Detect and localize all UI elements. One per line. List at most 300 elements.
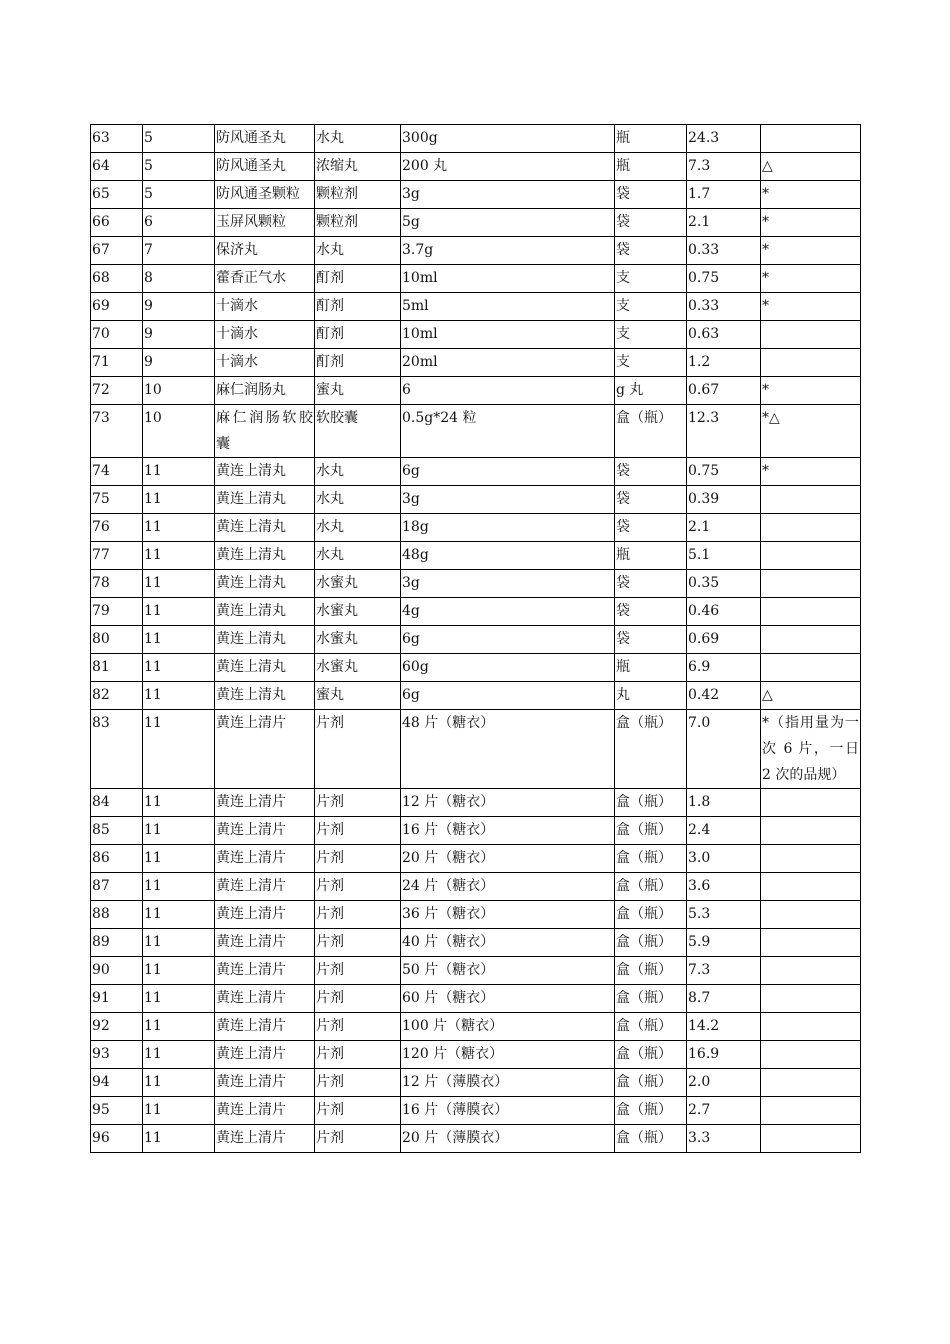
- table-row: [91, 570, 861, 598]
- unit-cell: 丸: [615, 682, 687, 710]
- specification-cell: 40 片（糖衣）: [401, 929, 615, 957]
- drug-name-cell: 黄连上清丸: [215, 542, 315, 570]
- note-cell: [761, 901, 861, 929]
- dosage-form-cell: 片剂: [315, 1013, 401, 1041]
- dosage-form-cell: 片剂: [315, 710, 401, 789]
- group-number-cell: 7: [143, 237, 215, 265]
- unit-cell: 盒（瓶）: [615, 1041, 687, 1069]
- unit-cell: 袋: [615, 237, 687, 265]
- price-cell: 3.0: [687, 845, 761, 873]
- dosage-form-cell: 水蜜丸: [315, 570, 401, 598]
- price-cell: 24.3: [687, 125, 761, 153]
- drug-name-cell: 黄连上清片: [215, 873, 315, 901]
- dosage-form-cell: 片剂: [315, 1125, 401, 1153]
- dosage-form-cell: 酊剂: [315, 349, 401, 377]
- row-number-cell: 66: [91, 209, 143, 237]
- price-cell: 5.1: [687, 542, 761, 570]
- unit-cell: 盒（瓶）: [615, 789, 687, 817]
- group-number-cell: 11: [143, 514, 215, 542]
- dosage-form-cell: 水丸: [315, 237, 401, 265]
- row-number-cell: 91: [91, 985, 143, 1013]
- note-cell: [761, 1097, 861, 1125]
- unit-cell: 盒（瓶）: [615, 929, 687, 957]
- unit-cell: 支: [615, 321, 687, 349]
- table-row: [91, 1125, 861, 1153]
- drug-name-cell: 玉屏风颗粒: [215, 209, 315, 237]
- specification-cell: 300g: [401, 125, 615, 153]
- unit-cell: 袋: [615, 181, 687, 209]
- note-cell: [761, 985, 861, 1013]
- group-number-cell: 11: [143, 458, 215, 486]
- drug-name-cell: 十滴水: [215, 293, 315, 321]
- note-cell: [761, 514, 861, 542]
- note-cell: [761, 598, 861, 626]
- specification-cell: 60g: [401, 654, 615, 682]
- unit-cell: 盒（瓶）: [615, 845, 687, 873]
- price-cell: 0.46: [687, 598, 761, 626]
- unit-cell: 支: [615, 293, 687, 321]
- unit-cell: 瓶: [615, 542, 687, 570]
- group-number-cell: 11: [143, 985, 215, 1013]
- row-number-cell: 63: [91, 125, 143, 153]
- note-cell: *（指用量为一次 6 片，一日 2 次的品规）: [761, 710, 861, 789]
- note-cell: [761, 542, 861, 570]
- drug-name-cell: 黄连上清丸: [215, 654, 315, 682]
- drug-name-cell: 黄连上清丸: [215, 598, 315, 626]
- unit-cell: 盒（瓶）: [615, 1069, 687, 1097]
- group-number-cell: 11: [143, 1013, 215, 1041]
- price-cell: 0.69: [687, 626, 761, 654]
- row-number-cell: 78: [91, 570, 143, 598]
- drug-name-cell: 黄连上清片: [215, 929, 315, 957]
- table-row: [91, 377, 861, 405]
- note-cell: △: [761, 153, 861, 181]
- price-cell: 0.67: [687, 377, 761, 405]
- price-cell: 2.1: [687, 514, 761, 542]
- drug-name-cell: 黄连上清片: [215, 1069, 315, 1097]
- drug-name-cell: 防风通圣丸: [215, 125, 315, 153]
- note-cell: *: [761, 377, 861, 405]
- group-number-cell: 11: [143, 486, 215, 514]
- row-number-cell: 86: [91, 845, 143, 873]
- unit-cell: 盒（瓶）: [615, 957, 687, 985]
- dosage-form-cell: 水丸: [315, 514, 401, 542]
- note-cell: [761, 929, 861, 957]
- table-row: [91, 181, 861, 209]
- table-row: [91, 817, 861, 845]
- table-row: [91, 486, 861, 514]
- price-cell: 2.4: [687, 817, 761, 845]
- specification-cell: 3.7g: [401, 237, 615, 265]
- drug-name-cell: 黄连上清片: [215, 1013, 315, 1041]
- dosage-form-cell: 颗粒剂: [315, 181, 401, 209]
- price-cell: 1.7: [687, 181, 761, 209]
- row-number-cell: 64: [91, 153, 143, 181]
- specification-cell: 20 片（薄膜衣）: [401, 1125, 615, 1153]
- drug-name-cell: 藿香正气水: [215, 265, 315, 293]
- drug-name-cell: 黄连上清丸: [215, 486, 315, 514]
- dosage-form-cell: 片剂: [315, 985, 401, 1013]
- table-row: [91, 237, 861, 265]
- price-cell: 2.7: [687, 1097, 761, 1125]
- group-number-cell: 8: [143, 265, 215, 293]
- dosage-form-cell: 片剂: [315, 817, 401, 845]
- dosage-form-cell: 片剂: [315, 845, 401, 873]
- dosage-form-cell: 片剂: [315, 957, 401, 985]
- table-row: [91, 710, 861, 789]
- unit-cell: 盒（瓶）: [615, 817, 687, 845]
- price-cell: 5.9: [687, 929, 761, 957]
- unit-cell: 盒（瓶）: [615, 1125, 687, 1153]
- table-row: [91, 542, 861, 570]
- group-number-cell: 9: [143, 293, 215, 321]
- specification-cell: 50 片（糖衣）: [401, 957, 615, 985]
- price-cell: 0.35: [687, 570, 761, 598]
- row-number-cell: 89: [91, 929, 143, 957]
- drug-name-cell: 黄连上清片: [215, 901, 315, 929]
- drug-name-cell: 黄连上清片: [215, 710, 315, 789]
- note-cell: *: [761, 209, 861, 237]
- dosage-form-cell: 水蜜丸: [315, 654, 401, 682]
- unit-cell: 支: [615, 349, 687, 377]
- group-number-cell: 9: [143, 321, 215, 349]
- dosage-form-cell: 片剂: [315, 1097, 401, 1125]
- table-row: [91, 901, 861, 929]
- note-cell: [761, 349, 861, 377]
- note-cell: [761, 845, 861, 873]
- price-cell: 12.3: [687, 405, 761, 458]
- row-number-cell: 90: [91, 957, 143, 985]
- row-number-cell: 67: [91, 237, 143, 265]
- row-number-cell: 80: [91, 626, 143, 654]
- specification-cell: 20 片（糖衣）: [401, 845, 615, 873]
- dosage-form-cell: 浓缩丸: [315, 153, 401, 181]
- specification-cell: 16 片（糖衣）: [401, 817, 615, 845]
- table-row: [91, 153, 861, 181]
- note-cell: [761, 1125, 861, 1153]
- dosage-form-cell: 水丸: [315, 486, 401, 514]
- price-cell: 0.75: [687, 458, 761, 486]
- table-row: [91, 458, 861, 486]
- table-row: [91, 405, 861, 458]
- table-row: [91, 321, 861, 349]
- price-cell: 7.0: [687, 710, 761, 789]
- group-number-cell: 11: [143, 682, 215, 710]
- specification-cell: 12 片（薄膜衣）: [401, 1069, 615, 1097]
- price-cell: 1.8: [687, 789, 761, 817]
- note-cell: [761, 570, 861, 598]
- specification-cell: 12 片（糖衣）: [401, 789, 615, 817]
- dosage-form-cell: 水丸: [315, 542, 401, 570]
- note-cell: [761, 873, 861, 901]
- unit-cell: 袋: [615, 626, 687, 654]
- dosage-form-cell: 水丸: [315, 458, 401, 486]
- row-number-cell: 94: [91, 1069, 143, 1097]
- row-number-cell: 92: [91, 1013, 143, 1041]
- row-number-cell: 73: [91, 405, 143, 458]
- drug-name-cell: 黄连上清片: [215, 1097, 315, 1125]
- price-cell: 6.9: [687, 654, 761, 682]
- group-number-cell: 5: [143, 153, 215, 181]
- row-number-cell: 95: [91, 1097, 143, 1125]
- row-number-cell: 65: [91, 181, 143, 209]
- drug-price-table: [90, 124, 861, 1153]
- drug-name-cell: 黄连上清片: [215, 789, 315, 817]
- dosage-form-cell: 酊剂: [315, 293, 401, 321]
- unit-cell: 盒（瓶）: [615, 985, 687, 1013]
- specification-cell: 3g: [401, 181, 615, 209]
- drug-name-cell: 黄连上清片: [215, 957, 315, 985]
- group-number-cell: 11: [143, 845, 215, 873]
- table-row: [91, 125, 861, 153]
- specification-cell: 120 片（糖衣）: [401, 1041, 615, 1069]
- price-cell: 8.7: [687, 985, 761, 1013]
- drug-name-cell: 黄连上清丸: [215, 570, 315, 598]
- unit-cell: 盒（瓶）: [615, 710, 687, 789]
- specification-cell: 3g: [401, 570, 615, 598]
- dosage-form-cell: 片剂: [315, 789, 401, 817]
- table-row: [91, 626, 861, 654]
- price-cell: 7.3: [687, 153, 761, 181]
- drug-name-cell: 保济丸: [215, 237, 315, 265]
- drug-name-cell: 黄连上清片: [215, 985, 315, 1013]
- drug-name-cell: 黄连上清片: [215, 1041, 315, 1069]
- table-row: [91, 1013, 861, 1041]
- group-number-cell: 11: [143, 598, 215, 626]
- specification-cell: 20ml: [401, 349, 615, 377]
- drug-name-cell: 防风通圣丸: [215, 153, 315, 181]
- drug-name-cell: 十滴水: [215, 321, 315, 349]
- dosage-form-cell: 水丸: [315, 125, 401, 153]
- specification-cell: 100 片（糖衣）: [401, 1013, 615, 1041]
- unit-cell: g 丸: [615, 377, 687, 405]
- note-cell: [761, 654, 861, 682]
- row-number-cell: 87: [91, 873, 143, 901]
- dosage-form-cell: 片剂: [315, 1069, 401, 1097]
- row-number-cell: 70: [91, 321, 143, 349]
- dosage-form-cell: 片剂: [315, 873, 401, 901]
- dosage-form-cell: 蜜丸: [315, 682, 401, 710]
- group-number-cell: 10: [143, 377, 215, 405]
- unit-cell: 袋: [615, 598, 687, 626]
- specification-cell: 18g: [401, 514, 615, 542]
- unit-cell: 袋: [615, 570, 687, 598]
- price-cell: 1.2: [687, 349, 761, 377]
- dosage-form-cell: 软胶囊: [315, 405, 401, 458]
- group-number-cell: 11: [143, 1069, 215, 1097]
- table-row: [91, 1097, 861, 1125]
- specification-cell: 5ml: [401, 293, 615, 321]
- group-number-cell: 9: [143, 349, 215, 377]
- unit-cell: 盒（瓶）: [615, 901, 687, 929]
- drug-name-cell: 黄连上清片: [215, 1125, 315, 1153]
- group-number-cell: 11: [143, 789, 215, 817]
- table-row: [91, 789, 861, 817]
- row-number-cell: 72: [91, 377, 143, 405]
- document-page: [90, 124, 861, 1153]
- unit-cell: 袋: [615, 514, 687, 542]
- table-row: [91, 985, 861, 1013]
- row-number-cell: 71: [91, 349, 143, 377]
- unit-cell: 盒（瓶）: [615, 873, 687, 901]
- drug-name-cell: 麻仁润肠丸: [215, 377, 315, 405]
- specification-cell: 200 丸: [401, 153, 615, 181]
- table-row: [91, 873, 861, 901]
- dosage-form-cell: 水蜜丸: [315, 626, 401, 654]
- table-row: [91, 957, 861, 985]
- row-number-cell: 75: [91, 486, 143, 514]
- row-number-cell: 77: [91, 542, 143, 570]
- row-number-cell: 84: [91, 789, 143, 817]
- group-number-cell: 11: [143, 710, 215, 789]
- drug-name-cell: 黄连上清片: [215, 845, 315, 873]
- note-cell: [761, 486, 861, 514]
- price-cell: 2.0: [687, 1069, 761, 1097]
- group-number-cell: 6: [143, 209, 215, 237]
- note-cell: [761, 125, 861, 153]
- table-row: [91, 598, 861, 626]
- row-number-cell: 69: [91, 293, 143, 321]
- price-cell: 2.1: [687, 209, 761, 237]
- row-number-cell: 74: [91, 458, 143, 486]
- specification-cell: 3g: [401, 486, 615, 514]
- drug-name-cell: 十滴水: [215, 349, 315, 377]
- specification-cell: 48g: [401, 542, 615, 570]
- group-number-cell: 11: [143, 626, 215, 654]
- group-number-cell: 11: [143, 542, 215, 570]
- group-number-cell: 11: [143, 1125, 215, 1153]
- note-cell: [761, 1069, 861, 1097]
- unit-cell: 支: [615, 265, 687, 293]
- unit-cell: 瓶: [615, 153, 687, 181]
- dosage-form-cell: 蜜丸: [315, 377, 401, 405]
- note-cell: *: [761, 458, 861, 486]
- price-cell: 3.6: [687, 873, 761, 901]
- row-number-cell: 96: [91, 1125, 143, 1153]
- row-number-cell: 83: [91, 710, 143, 789]
- group-number-cell: 11: [143, 817, 215, 845]
- specification-cell: 16 片（薄膜衣）: [401, 1097, 615, 1125]
- table-row: [91, 349, 861, 377]
- group-number-cell: 11: [143, 1097, 215, 1125]
- note-cell: *: [761, 265, 861, 293]
- price-cell: 0.33: [687, 293, 761, 321]
- dosage-form-cell: 片剂: [315, 901, 401, 929]
- row-number-cell: 85: [91, 817, 143, 845]
- price-cell: 3.3: [687, 1125, 761, 1153]
- specification-cell: 6g: [401, 458, 615, 486]
- dosage-form-cell: 水蜜丸: [315, 598, 401, 626]
- drug-name-cell: 黄连上清丸: [215, 514, 315, 542]
- group-number-cell: 11: [143, 929, 215, 957]
- price-cell: 16.9: [687, 1041, 761, 1069]
- specification-cell: 36 片（糖衣）: [401, 901, 615, 929]
- specification-cell: 24 片（糖衣）: [401, 873, 615, 901]
- specification-cell: 60 片（糖衣）: [401, 985, 615, 1013]
- note-cell: [761, 1041, 861, 1069]
- table-row: [91, 682, 861, 710]
- note-cell: [761, 817, 861, 845]
- table-row: [91, 514, 861, 542]
- table-row: [91, 1041, 861, 1069]
- note-cell: △: [761, 682, 861, 710]
- row-number-cell: 79: [91, 598, 143, 626]
- group-number-cell: 11: [143, 654, 215, 682]
- table-row: [91, 929, 861, 957]
- group-number-cell: 5: [143, 181, 215, 209]
- drug-name-cell: 黄连上清丸: [215, 626, 315, 654]
- row-number-cell: 93: [91, 1041, 143, 1069]
- group-number-cell: 11: [143, 570, 215, 598]
- unit-cell: 盒（瓶）: [615, 1013, 687, 1041]
- price-cell: 0.39: [687, 486, 761, 514]
- price-cell: 0.63: [687, 321, 761, 349]
- group-number-cell: 5: [143, 125, 215, 153]
- price-cell: 5.3: [687, 901, 761, 929]
- drug-name-cell: 黄连上清丸: [215, 458, 315, 486]
- group-number-cell: 11: [143, 957, 215, 985]
- note-cell: *: [761, 237, 861, 265]
- table-row: [91, 265, 861, 293]
- note-cell: [761, 957, 861, 985]
- drug-name-cell: 防风通圣颗粒: [215, 181, 315, 209]
- unit-cell: 瓶: [615, 654, 687, 682]
- specification-cell: 6: [401, 377, 615, 405]
- row-number-cell: 81: [91, 654, 143, 682]
- dosage-form-cell: 酊剂: [315, 265, 401, 293]
- note-cell: [761, 1013, 861, 1041]
- table-body: [91, 125, 861, 1153]
- drug-name-cell: 麻仁润肠软胶囊: [215, 405, 315, 458]
- unit-cell: 袋: [615, 486, 687, 514]
- price-cell: 0.42: [687, 682, 761, 710]
- table-row: [91, 845, 861, 873]
- price-cell: 7.3: [687, 957, 761, 985]
- table-row: [91, 293, 861, 321]
- dosage-form-cell: 颗粒剂: [315, 209, 401, 237]
- price-cell: 14.2: [687, 1013, 761, 1041]
- row-number-cell: 76: [91, 514, 143, 542]
- specification-cell: 6g: [401, 626, 615, 654]
- group-number-cell: 10: [143, 405, 215, 458]
- table-row: [91, 1069, 861, 1097]
- specification-cell: 10ml: [401, 265, 615, 293]
- row-number-cell: 88: [91, 901, 143, 929]
- specification-cell: 48 片（糖衣）: [401, 710, 615, 789]
- specification-cell: 0.5g*24 粒: [401, 405, 615, 458]
- note-cell: [761, 626, 861, 654]
- unit-cell: 盒（瓶）: [615, 405, 687, 458]
- table-row: [91, 209, 861, 237]
- specification-cell: 10ml: [401, 321, 615, 349]
- price-cell: 0.75: [687, 265, 761, 293]
- row-number-cell: 68: [91, 265, 143, 293]
- price-cell: 0.33: [687, 237, 761, 265]
- drug-name-cell: 黄连上清丸: [215, 682, 315, 710]
- unit-cell: 袋: [615, 209, 687, 237]
- dosage-form-cell: 片剂: [315, 929, 401, 957]
- unit-cell: 瓶: [615, 125, 687, 153]
- note-cell: *△: [761, 405, 861, 458]
- group-number-cell: 11: [143, 1041, 215, 1069]
- specification-cell: 6g: [401, 682, 615, 710]
- row-number-cell: 82: [91, 682, 143, 710]
- dosage-form-cell: 片剂: [315, 1041, 401, 1069]
- unit-cell: 袋: [615, 458, 687, 486]
- group-number-cell: 11: [143, 873, 215, 901]
- note-cell: *: [761, 293, 861, 321]
- specification-cell: 4g: [401, 598, 615, 626]
